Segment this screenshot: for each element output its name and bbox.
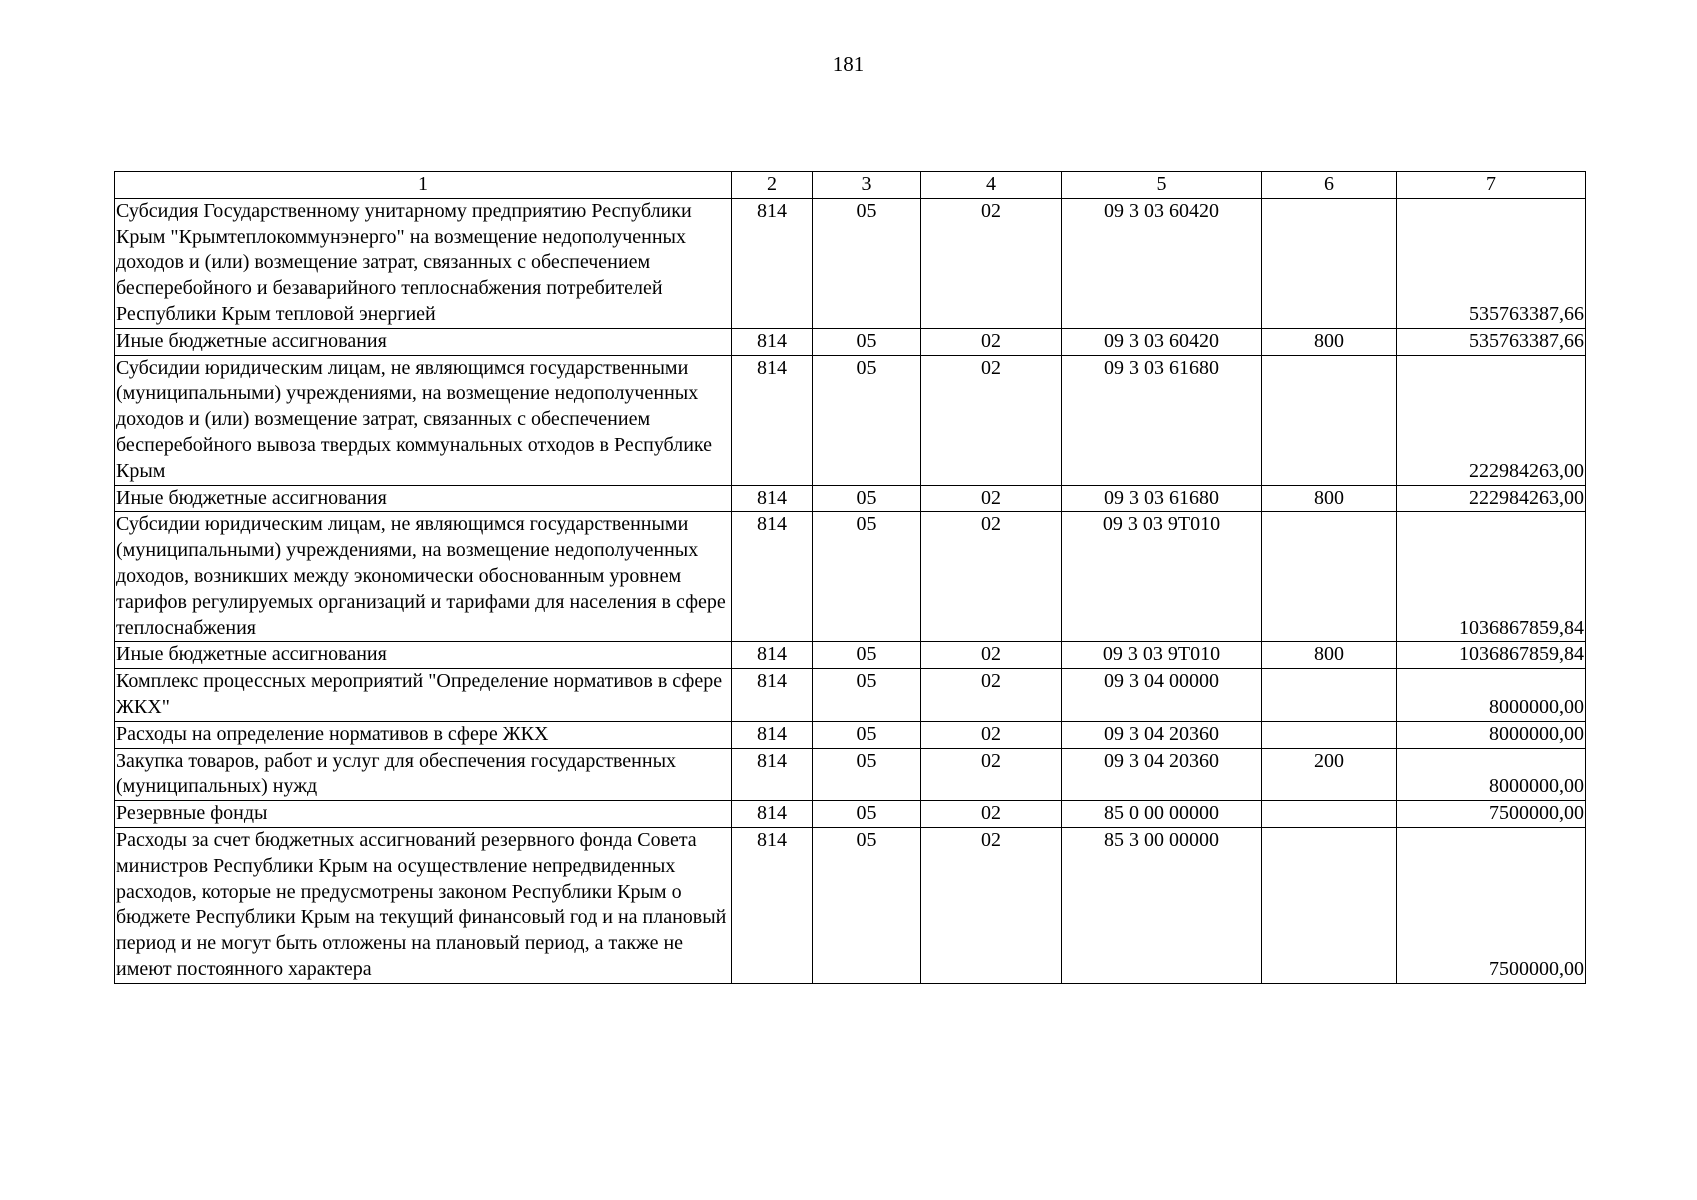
expense-name-cell: Иные бюджетные ассигнования: [115, 328, 732, 355]
target-article-cell: 09 3 04 20360: [1062, 748, 1262, 801]
expense-name-cell: Комплекс процессных мероприятий "Определение нормативов в сфере ЖКХ": [115, 669, 732, 722]
column-number-row: [115, 172, 1586, 199]
table-row: [115, 721, 1586, 748]
budget-table: [114, 171, 1586, 984]
column-number: 7: [1397, 172, 1586, 199]
section-code-cell: 05: [813, 801, 921, 828]
section-code-cell: 05: [813, 355, 921, 485]
target-article-cell: 85 0 00 00000: [1062, 801, 1262, 828]
ministry-code-cell: 814: [732, 827, 813, 983]
expense-name-cell: Расходы за счет бюджетных ассигнований резервного фонда Совета министров Республики Крым на осуществление непредвиденных расходов, которые не предусмотрены законом Республики Крым о бюджете Республики Крым на текущий финансовый год и на плановый период и не могут быть отложены на плановый период, а также не имеют постоянного характера: [115, 827, 732, 983]
table-row: [115, 642, 1586, 669]
amount-cell: 1036867859,84: [1397, 512, 1586, 642]
section-code-cell: 05: [813, 328, 921, 355]
expense-type-cell: 800: [1262, 328, 1397, 355]
ministry-code-cell: 814: [732, 801, 813, 828]
table-row: [115, 669, 1586, 722]
section-code-cell: 05: [813, 669, 921, 722]
section-code-cell: 05: [813, 198, 921, 328]
expense-type-cell: [1262, 721, 1397, 748]
target-article-cell: 09 3 03 61680: [1062, 485, 1262, 512]
table-row: [115, 198, 1586, 328]
expense-name-cell: Иные бюджетные ассигнования: [115, 642, 732, 669]
ministry-code-cell: 814: [732, 721, 813, 748]
target-article-cell: 09 3 03 61680: [1062, 355, 1262, 485]
subsection-code-cell: 02: [921, 827, 1062, 983]
section-code-cell: 05: [813, 827, 921, 983]
amount-cell: 7500000,00: [1397, 801, 1586, 828]
table-body: [115, 172, 1586, 984]
expense-type-cell: 800: [1262, 485, 1397, 512]
table-row: [115, 355, 1586, 485]
subsection-code-cell: 02: [921, 721, 1062, 748]
amount-cell: 8000000,00: [1397, 748, 1586, 801]
expense-name-cell: Субсидия Государственному унитарному предприятию Республики Крым "Крымтеплокоммунэнерго" на возмещение недополученных доходов и (или) возмещение затрат, связанных с обеспечением бесперебойного и безаварийного теплоснабжения потребителей Республики Крым тепловой энергией: [115, 198, 732, 328]
target-article-cell: 09 3 04 20360: [1062, 721, 1262, 748]
expense-type-cell: [1262, 827, 1397, 983]
expense-type-cell: [1262, 669, 1397, 722]
section-code-cell: 05: [813, 512, 921, 642]
table-row: [115, 748, 1586, 801]
table-row: [115, 827, 1586, 983]
amount-cell: 535763387,66: [1397, 198, 1586, 328]
subsection-code-cell: 02: [921, 485, 1062, 512]
section-code-cell: 05: [813, 642, 921, 669]
subsection-code-cell: 02: [921, 801, 1062, 828]
subsection-code-cell: 02: [921, 669, 1062, 722]
amount-cell: 222984263,00: [1397, 485, 1586, 512]
expense-name-cell: Иные бюджетные ассигнования: [115, 485, 732, 512]
subsection-code-cell: 02: [921, 198, 1062, 328]
ministry-code-cell: 814: [732, 642, 813, 669]
table-row: [115, 485, 1586, 512]
amount-cell: 535763387,66: [1397, 328, 1586, 355]
target-article-cell: 09 3 03 9Т010: [1062, 642, 1262, 669]
expense-type-cell: 200: [1262, 748, 1397, 801]
section-code-cell: 05: [813, 485, 921, 512]
section-code-cell: 05: [813, 721, 921, 748]
expense-name-cell: Субсидии юридическим лицам, не являющимся государственными (муниципальными) учреждениями, на возмещение недополученных доходов и (или) возмещение затрат, связанных с обеспечением бесперебойного вывоза твердых коммунальных отходов в Республике Крым: [115, 355, 732, 485]
ministry-code-cell: 814: [732, 669, 813, 722]
target-article-cell: 09 3 03 60420: [1062, 198, 1262, 328]
column-number: 2: [732, 172, 813, 199]
ministry-code-cell: 814: [732, 485, 813, 512]
column-number: 1: [115, 172, 732, 199]
expense-type-cell: 800: [1262, 642, 1397, 669]
expense-name-cell: Расходы на определение нормативов в сфере ЖКХ: [115, 721, 732, 748]
table-row: [115, 328, 1586, 355]
amount-cell: 1036867859,84: [1397, 642, 1586, 669]
expense-name-cell: Закупка товаров, работ и услуг для обеспечения государственных (муниципальных) нужд: [115, 748, 732, 801]
amount-cell: 7500000,00: [1397, 827, 1586, 983]
amount-cell: 8000000,00: [1397, 721, 1586, 748]
section-code-cell: 05: [813, 748, 921, 801]
expense-type-cell: [1262, 512, 1397, 642]
ministry-code-cell: 814: [732, 512, 813, 642]
subsection-code-cell: 02: [921, 328, 1062, 355]
subsection-code-cell: 02: [921, 355, 1062, 485]
table-row: [115, 512, 1586, 642]
expense-name-cell: Субсидии юридическим лицам, не являющимся государственными (муниципальными) учреждениями, на возмещение недополученных доходов, возникших между экономически обоснованным уровнем тарифов регулируемых организаций и тарифами для населения в сфере теплоснабжения: [115, 512, 732, 642]
column-number: 5: [1062, 172, 1262, 199]
ministry-code-cell: 814: [732, 748, 813, 801]
expense-type-cell: [1262, 355, 1397, 485]
target-article-cell: 85 3 00 00000: [1062, 827, 1262, 983]
subsection-code-cell: 02: [921, 512, 1062, 642]
target-article-cell: 09 3 03 9Т010: [1062, 512, 1262, 642]
subsection-code-cell: 02: [921, 748, 1062, 801]
table-row: [115, 801, 1586, 828]
amount-cell: 8000000,00: [1397, 669, 1586, 722]
column-number: 3: [813, 172, 921, 199]
column-number: 4: [921, 172, 1062, 199]
subsection-code-cell: 02: [921, 642, 1062, 669]
ministry-code-cell: 814: [732, 355, 813, 485]
target-article-cell: 09 3 04 00000: [1062, 669, 1262, 722]
page-number: 181: [832, 52, 865, 76]
expense-type-cell: [1262, 801, 1397, 828]
expense-type-cell: [1262, 198, 1397, 328]
expense-name-cell: Резервные фонды: [115, 801, 732, 828]
ministry-code-cell: 814: [732, 198, 813, 328]
target-article-cell: 09 3 03 60420: [1062, 328, 1262, 355]
column-number: 6: [1262, 172, 1397, 199]
amount-cell: 222984263,00: [1397, 355, 1586, 485]
ministry-code-cell: 814: [732, 328, 813, 355]
